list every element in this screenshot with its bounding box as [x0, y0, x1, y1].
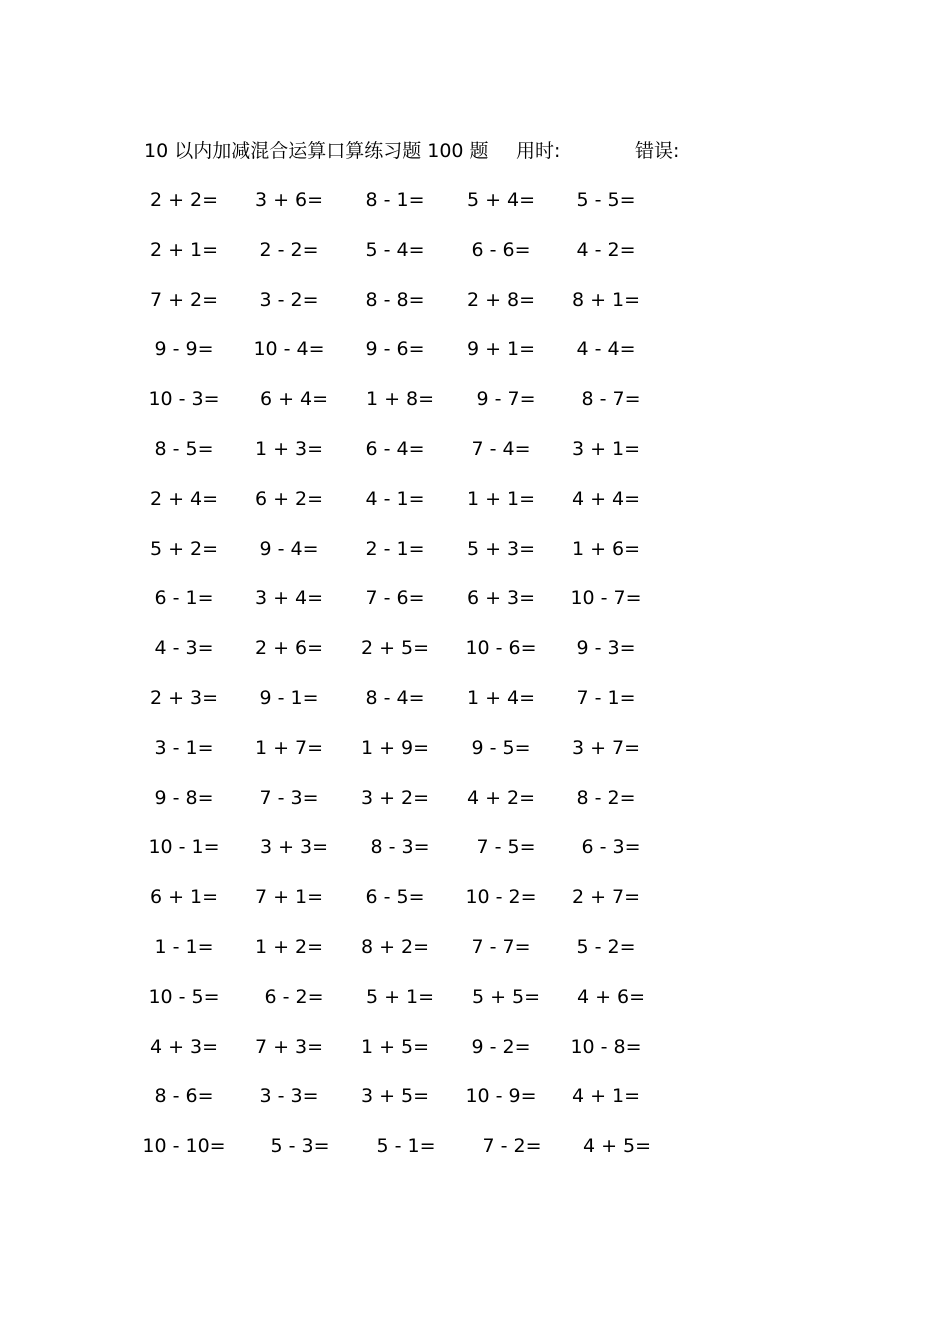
problem-item: 3 - 3= — [259, 1085, 319, 1107]
problem-item: 5 + 5= — [471, 986, 541, 1008]
problem-item: 3 + 5= — [360, 1085, 430, 1107]
problem-item: 9 - 4= — [259, 538, 319, 560]
problem-item: 4 + 6= — [576, 986, 646, 1008]
problem-item: 1 + 7= — [254, 737, 324, 759]
problem-item: 5 - 3= — [270, 1135, 330, 1157]
problem-item: 7 + 1= — [254, 886, 324, 908]
problem-item: 1 + 1= — [466, 488, 536, 510]
problem-item: 2 + 1= — [149, 239, 219, 261]
problem-row — [0, 982, 950, 1012]
problem-item: 2 - 2= — [259, 239, 319, 261]
problem-item: 9 + 1= — [466, 338, 536, 360]
problem-item: 3 + 1= — [571, 438, 641, 460]
problem-item: 10 - 10= — [142, 1135, 226, 1157]
problem-item: 2 + 6= — [254, 637, 324, 659]
problem-item: 8 - 7= — [581, 388, 641, 410]
problem-item: 4 + 4= — [571, 488, 641, 510]
problem-item: 6 + 1= — [149, 886, 219, 908]
problem-item: 10 - 7= — [570, 587, 642, 609]
problem-row — [0, 932, 950, 962]
problem-row — [0, 334, 950, 364]
problem-item: 7 - 4= — [471, 438, 531, 460]
problem-row — [0, 882, 950, 912]
problem-item: 6 - 2= — [264, 986, 324, 1008]
problem-item: 3 + 3= — [259, 836, 329, 858]
problem-item: 5 + 1= — [365, 986, 435, 1008]
problem-item: 4 - 3= — [154, 637, 214, 659]
problem-item: 6 + 3= — [466, 587, 536, 609]
problem-item: 3 - 2= — [259, 289, 319, 311]
problem-item: 5 - 1= — [376, 1135, 436, 1157]
problem-row — [0, 534, 950, 564]
problem-item: 9 - 3= — [576, 637, 636, 659]
problem-item: 4 - 2= — [576, 239, 636, 261]
problem-item: 9 - 7= — [476, 388, 536, 410]
problem-item: 9 - 6= — [365, 338, 425, 360]
problem-row — [0, 583, 950, 613]
problem-item: 8 - 5= — [154, 438, 214, 460]
problem-item: 3 + 2= — [360, 787, 430, 809]
problem-row — [0, 384, 950, 414]
problem-item: 2 + 3= — [149, 687, 219, 709]
problem-item: 6 - 4= — [365, 438, 425, 460]
problem-item: 10 - 8= — [570, 1036, 642, 1058]
problem-row — [0, 733, 950, 763]
problem-row — [0, 1032, 950, 1062]
problem-item: 4 + 1= — [571, 1085, 641, 1107]
problem-item: 8 - 4= — [365, 687, 425, 709]
problem-item: 5 + 4= — [466, 189, 536, 211]
problem-item: 6 + 4= — [259, 388, 329, 410]
problem-item: 9 - 8= — [154, 787, 214, 809]
problem-item: 4 + 2= — [466, 787, 536, 809]
page-title: 10 以内加减混合运算口算练习题 100 题 — [144, 140, 489, 162]
problem-item: 5 - 5= — [576, 189, 636, 211]
problem-item: 9 - 9= — [154, 338, 214, 360]
problem-item: 7 - 7= — [471, 936, 531, 958]
problem-item: 5 + 2= — [149, 538, 219, 560]
problem-item: 5 - 2= — [576, 936, 636, 958]
problem-item: 2 + 5= — [360, 637, 430, 659]
problem-item: 1 + 8= — [365, 388, 435, 410]
problem-item: 4 + 3= — [149, 1036, 219, 1058]
problem-item: 4 + 5= — [582, 1135, 652, 1157]
problem-row — [0, 434, 950, 464]
problem-item: 2 - 1= — [365, 538, 425, 560]
problem-row — [0, 783, 950, 813]
problem-item: 10 - 9= — [465, 1085, 537, 1107]
problem-item: 7 - 6= — [365, 587, 425, 609]
problem-item: 1 + 9= — [360, 737, 430, 759]
problem-item: 1 + 6= — [571, 538, 641, 560]
problem-item: 6 - 6= — [471, 239, 531, 261]
problem-item: 10 - 1= — [148, 836, 220, 858]
problem-item: 3 - 1= — [154, 737, 214, 759]
problem-item: 2 + 2= — [149, 189, 219, 211]
problem-item: 1 + 5= — [360, 1036, 430, 1058]
problem-item: 6 + 2= — [254, 488, 324, 510]
problem-item: 7 - 2= — [482, 1135, 542, 1157]
problem-item: 8 - 1= — [365, 189, 425, 211]
problem-item: 10 - 3= — [148, 388, 220, 410]
problem-item: 8 - 3= — [370, 836, 430, 858]
problem-item: 9 - 5= — [471, 737, 531, 759]
problem-row — [0, 633, 950, 663]
problem-item: 3 + 6= — [254, 189, 324, 211]
problem-item: 3 + 4= — [254, 587, 324, 609]
problem-item: 1 + 3= — [254, 438, 324, 460]
errors-label: 错误: — [635, 140, 680, 162]
problem-row — [0, 832, 950, 862]
problem-item: 2 + 8= — [466, 289, 536, 311]
problem-item: 6 - 1= — [154, 587, 214, 609]
problem-item: 7 + 2= — [149, 289, 219, 311]
problem-row — [0, 683, 950, 713]
problem-item: 6 - 5= — [365, 886, 425, 908]
problem-item: 9 - 2= — [471, 1036, 531, 1058]
problem-item: 7 - 5= — [476, 836, 536, 858]
problem-item: 5 - 4= — [365, 239, 425, 261]
problem-row — [0, 484, 950, 514]
problem-row — [0, 185, 950, 215]
problem-item: 9 - 1= — [259, 687, 319, 709]
problem-item: 10 - 2= — [465, 886, 537, 908]
problem-item: 10 - 6= — [465, 637, 537, 659]
problem-item: 2 + 7= — [571, 886, 641, 908]
problem-item: 8 + 2= — [360, 936, 430, 958]
problem-item: 10 - 5= — [148, 986, 220, 1008]
problem-item: 10 - 4= — [253, 338, 325, 360]
problem-item: 6 - 3= — [581, 836, 641, 858]
problem-item: 7 + 3= — [254, 1036, 324, 1058]
problem-item: 8 - 2= — [576, 787, 636, 809]
problem-item: 7 - 1= — [576, 687, 636, 709]
problem-item: 4 - 1= — [365, 488, 425, 510]
problem-item: 7 - 3= — [259, 787, 319, 809]
problem-item: 1 + 2= — [254, 936, 324, 958]
problem-item: 8 + 1= — [571, 289, 641, 311]
time-label: 用时: — [516, 140, 561, 162]
problem-row — [0, 285, 950, 315]
problem-item: 4 - 4= — [576, 338, 636, 360]
problem-item: 5 + 3= — [466, 538, 536, 560]
problem-item: 3 + 7= — [571, 737, 641, 759]
problem-row — [0, 1081, 950, 1111]
problem-row — [0, 235, 950, 265]
problem-item: 2 + 4= — [149, 488, 219, 510]
problem-item: 8 - 6= — [154, 1085, 214, 1107]
problem-item: 8 - 8= — [365, 289, 425, 311]
problem-item: 1 + 4= — [466, 687, 536, 709]
problem-row — [0, 1131, 950, 1161]
problem-item: 1 - 1= — [154, 936, 214, 958]
